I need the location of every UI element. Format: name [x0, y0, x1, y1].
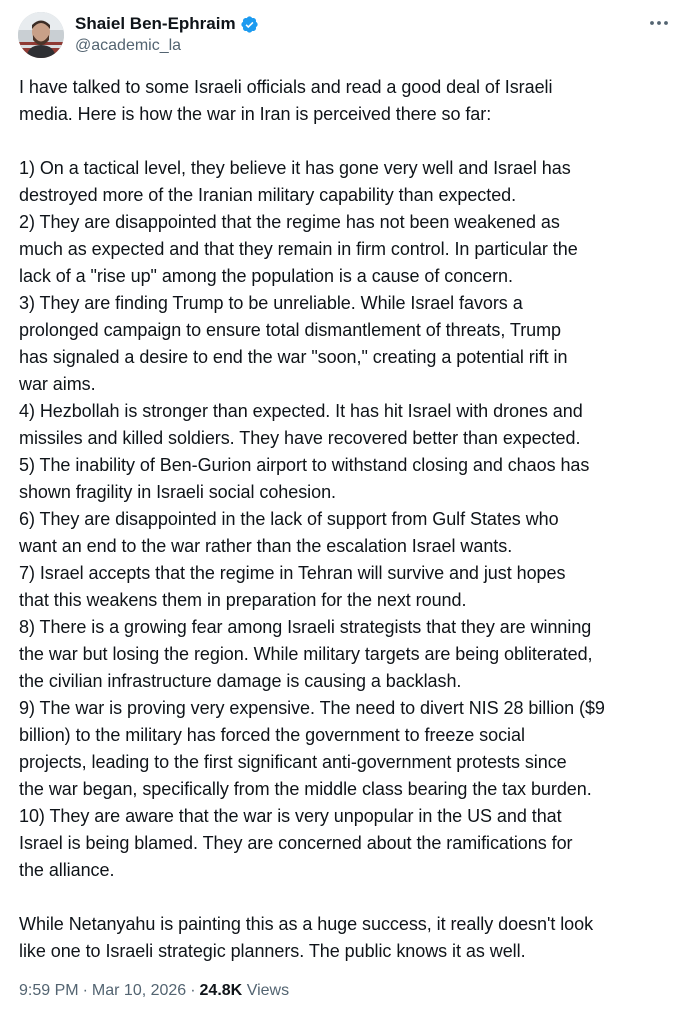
text-line: has signaled a desire to end the war "soon," creating a potential rift in	[19, 347, 568, 367]
meta-separator: ·	[82, 982, 88, 999]
text-line: destroyed more of the Iranian military capability than expected.	[19, 185, 517, 205]
verified-badge-icon[interactable]	[240, 15, 259, 34]
text-line: 7) Israel accepts that the regime in Tehran will survive and just hopes	[19, 563, 566, 583]
meta-separator: ·	[190, 982, 196, 999]
text-line: like one to Israeli strategic planners. The public knows it as well.	[19, 941, 526, 961]
text-line: projects, leading to the first significant anti-government protests since	[19, 752, 567, 772]
text-line: the civilian infrastructure damage is causing a backlash.	[19, 671, 462, 691]
text-line: media. Here is how the war in Iran is perceived there so far:	[19, 104, 492, 124]
author-display-name[interactable]: Shaiel Ben-Ephraim	[75, 14, 236, 33]
text-line: 10) They are aware that the war is very unpopular in the US and that	[19, 806, 562, 826]
text-line: that this weakens them in preparation for the next round.	[19, 590, 467, 610]
author-names	[75, 13, 259, 55]
avatar-image	[18, 12, 64, 58]
display-name-row	[75, 13, 259, 35]
author-handle[interactable]: @academic_la	[75, 37, 182, 54]
more-horizontal-icon[interactable]	[648, 16, 670, 30]
text-line: prolonged campaign to ensure total dismantlement of threats, Trump	[19, 320, 562, 340]
paragraph-gap	[19, 884, 679, 911]
text-line: billion) to the military has forced the government to freeze social	[19, 725, 525, 745]
text-line: 8) There is a growing fear among Israeli strategists that they are winning	[19, 617, 592, 637]
text-line: 3) They are finding Trump to be unreliable. While Israel favors a	[19, 293, 523, 313]
text-line: Israel is being blamed. They are concerned about the ramifications for	[19, 833, 573, 853]
text-line: 2) They are disappointed that the regime has not been weakened as	[19, 212, 560, 232]
text-line: While Netanyahu is painting this as a huge success, it really doesn't look	[19, 914, 594, 934]
text-line: missiles and killed soldiers. They have recovered better than expected.	[19, 428, 581, 448]
text-line: I have talked to some Israeli officials and read a good deal of Israeli	[19, 77, 553, 97]
text-line: the war but losing the region. While military targets are being obliterated,	[19, 644, 593, 664]
text-line: 1) On a tactical level, they believe it has gone very well and Israel has	[19, 158, 571, 178]
text-line: want an end to the war rather than the escalation Israel wants.	[19, 536, 513, 556]
text-line: 9) The war is proving very expensive. The need to divert NIS 28 billion ($9	[19, 698, 605, 718]
text-line: 4) Hezbollah is stronger than expected. It has hit Israel with drones and	[19, 401, 583, 421]
timestamp-date[interactable]: Mar 10, 2026	[91, 982, 187, 999]
text-line: shown fragility in Israeli social cohesion.	[19, 482, 336, 502]
text-line: the alliance.	[19, 860, 115, 880]
text-line: much as expected and that they remain in firm control. In particular the	[19, 239, 578, 259]
text-line: the war began, specifically from the middle class bearing the tax burden.	[19, 779, 592, 799]
paragraph-gap	[19, 128, 679, 155]
views-count: 24.8K	[199, 982, 243, 999]
tweet-meta	[19, 982, 289, 1000]
avatar[interactable]	[18, 12, 64, 58]
text-line: 5) The inability of Ben-Gurion airport to withstand closing and chaos has	[19, 455, 590, 475]
views-label: Views	[246, 982, 290, 999]
tweet-text	[19, 74, 679, 965]
tweet-header	[18, 12, 674, 60]
text-line: 6) They are disappointed in the lack of support from Gulf States who	[19, 509, 559, 529]
timestamp-time[interactable]: 9:59 PM	[19, 982, 79, 999]
text-line: lack of a "rise up" among the population is a cause of concern.	[19, 266, 513, 286]
text-line: war aims.	[19, 374, 96, 394]
views-link[interactable]	[200, 982, 290, 999]
